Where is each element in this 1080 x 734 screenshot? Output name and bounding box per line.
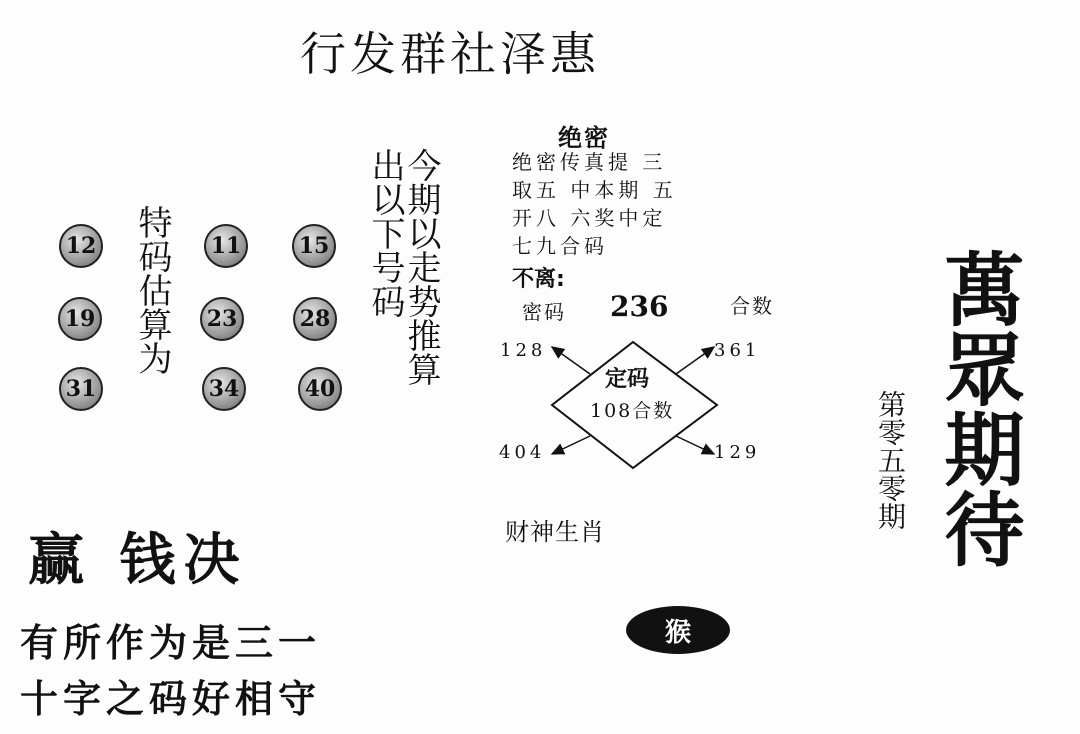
secret-line-1: 绝密传真提 三 [512,150,667,174]
number-ball: 31 [59,367,103,411]
trend-text-left: 出以下号码 [365,148,405,318]
secret-line-3: 开八 六奖中定 [512,206,667,230]
verse-line-1: 有所作为是三一 [20,620,322,665]
arrow-top-right [676,347,714,374]
number-ball: 34 [202,367,246,411]
wanzhong-slogan: 萬眾期待 [931,248,1025,568]
diamond-value: 108合数 [590,400,675,422]
number-ball: 11 [204,224,248,268]
special-label: 特码估算为 [132,205,172,375]
mima-label: 密码 [522,300,566,324]
zodiac-badge: 猴 [626,606,730,654]
verse-line-2: 十字之码好相守 [20,676,322,721]
arrow-bottom-right [676,436,714,454]
diamond-title: 定码 [605,367,650,392]
caishen-label: 财神生肖 [505,518,605,546]
number-ball: 15 [292,224,336,268]
heshu-label: 合数 [730,294,774,318]
corner-bottom-left: 404 [499,442,546,463]
corner-top-right: 361 [714,340,761,361]
secret-heading: 绝密 [558,124,610,152]
win-title: 赢 钱决 [28,527,248,593]
corner-top-left: 128 [500,340,547,361]
arrow-top-left [552,347,590,374]
secret-line-4: 七九合码 [512,234,608,258]
number-ball: 12 [59,224,103,268]
number-ball: 28 [293,297,337,341]
secret-line-2: 取五 中本期 五 [512,178,677,202]
trend-text-right: 今期以走势推算 [401,148,441,386]
number-ball: 23 [200,297,244,341]
number-ball: 19 [58,297,102,341]
page-title: 行发群社泽惠 [300,27,600,81]
corner-bottom-right: 129 [714,442,761,463]
buli-label: 不离: [512,267,565,292]
number-ball: 40 [298,367,342,411]
arrow-bottom-left [552,436,590,454]
issue-number: 第零五零期 [874,390,907,530]
mima-value: 236 [610,290,669,323]
